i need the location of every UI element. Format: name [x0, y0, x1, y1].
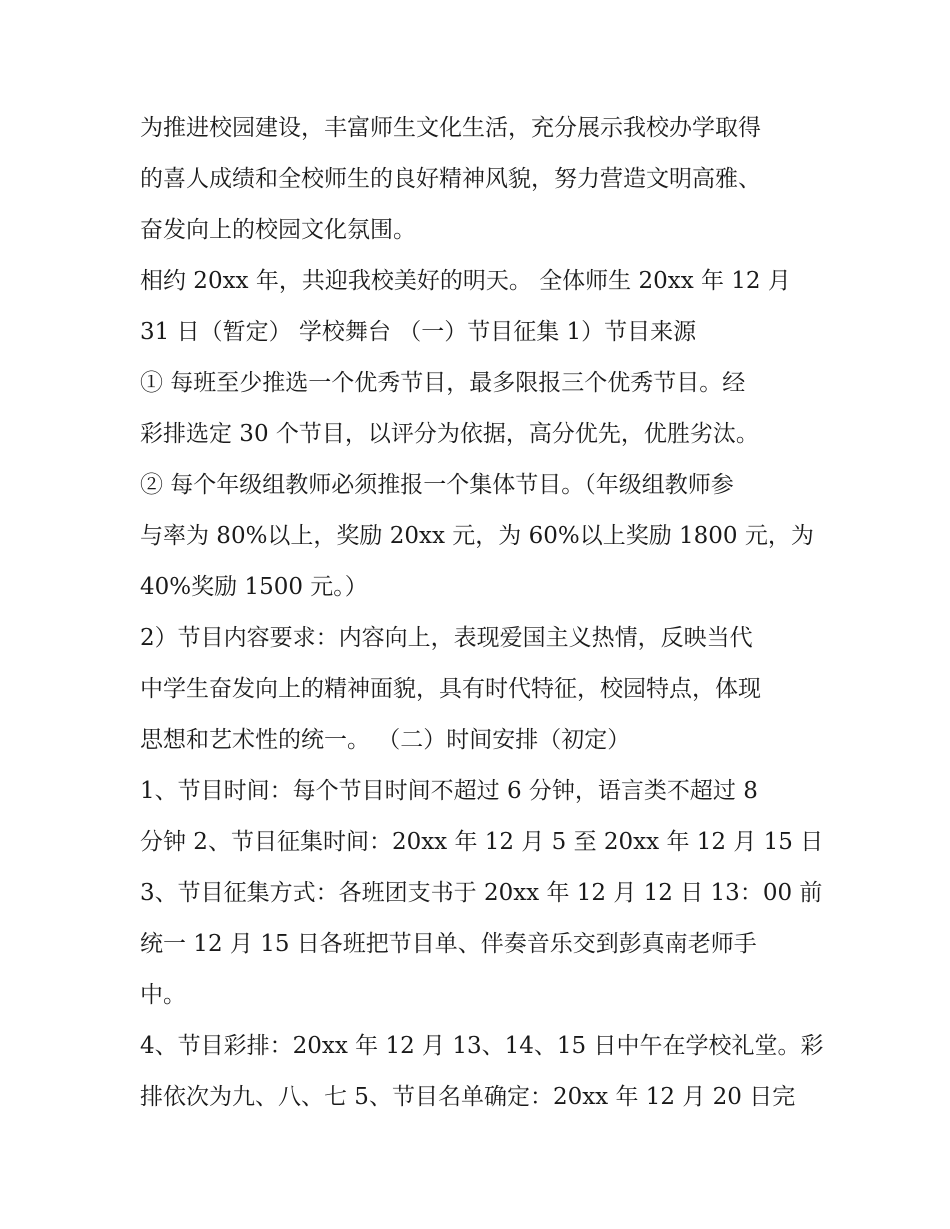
text-line: 与率为 80%以上，奖励 20xx 元，为 60%以上奖励 1800 元，为	[140, 523, 814, 549]
text-line: 思想和艺术性的统一。 （二）时间安排（初定）	[140, 727, 631, 753]
text-line: 奋发向上的校园文化氛围。	[140, 217, 416, 243]
text-line: 统一 12 月 15 日各班把节目单、伴奏音乐交到彭真南老师手	[140, 931, 757, 957]
text-line: 中学生奋发向上的精神面貌，具有时代特征，校园特点，体现	[140, 676, 761, 702]
text-line: 2）节目内容要求：内容向上，表现爱国主义热情，反映当代	[140, 625, 753, 651]
text-line: 3、节目征集方式：各班团支书于 20xx 年 12 月 12 日 13：00 前	[140, 880, 823, 906]
text-line: 的喜人成绩和全校师生的良好精神风貌，努力营造文明高雅、	[140, 166, 761, 192]
text-line: ② 每个年级组教师必须推报一个集体节目。（年级组教师参	[140, 472, 734, 498]
text-line: 彩排选定 30 个节目，以评分为依据，高分优先，优胜劣汰。	[140, 421, 759, 447]
text-line: 中。	[140, 982, 186, 1008]
text-line: 4、节目彩排：20xx 年 12 月 13、14、15 日中午在学校礼堂。彩	[140, 1033, 824, 1059]
text-line: 40%奖励 1500 元。）	[140, 574, 368, 600]
text-line: 1、节目时间：每个节目时间不超过 6 分钟，语言类不超过 8	[140, 778, 758, 804]
text-line: 分钟 2、节目征集时间：20xx 年 12 月 5 至 20xx 年 12 月 15 日	[140, 829, 824, 855]
text-line: 相约 20xx 年，共迎我校美好的明天。 全体师生 20xx 年 12 月	[140, 268, 791, 294]
text-line: 排依次为九、八、七 5、节目名单确定：20xx 年 12 月 20 日完	[140, 1084, 796, 1110]
text-line: 31 日（暂定） 学校舞台 （一）节目征集 1）节目来源	[140, 319, 697, 345]
document-body	[140, 103, 830, 1123]
text-line: ① 每班至少推选一个优秀节目，最多限报三个优秀节目。经	[140, 370, 746, 396]
text-line: 为推进校园建设，丰富师生文化生活，充分展示我校办学取得	[140, 115, 761, 141]
